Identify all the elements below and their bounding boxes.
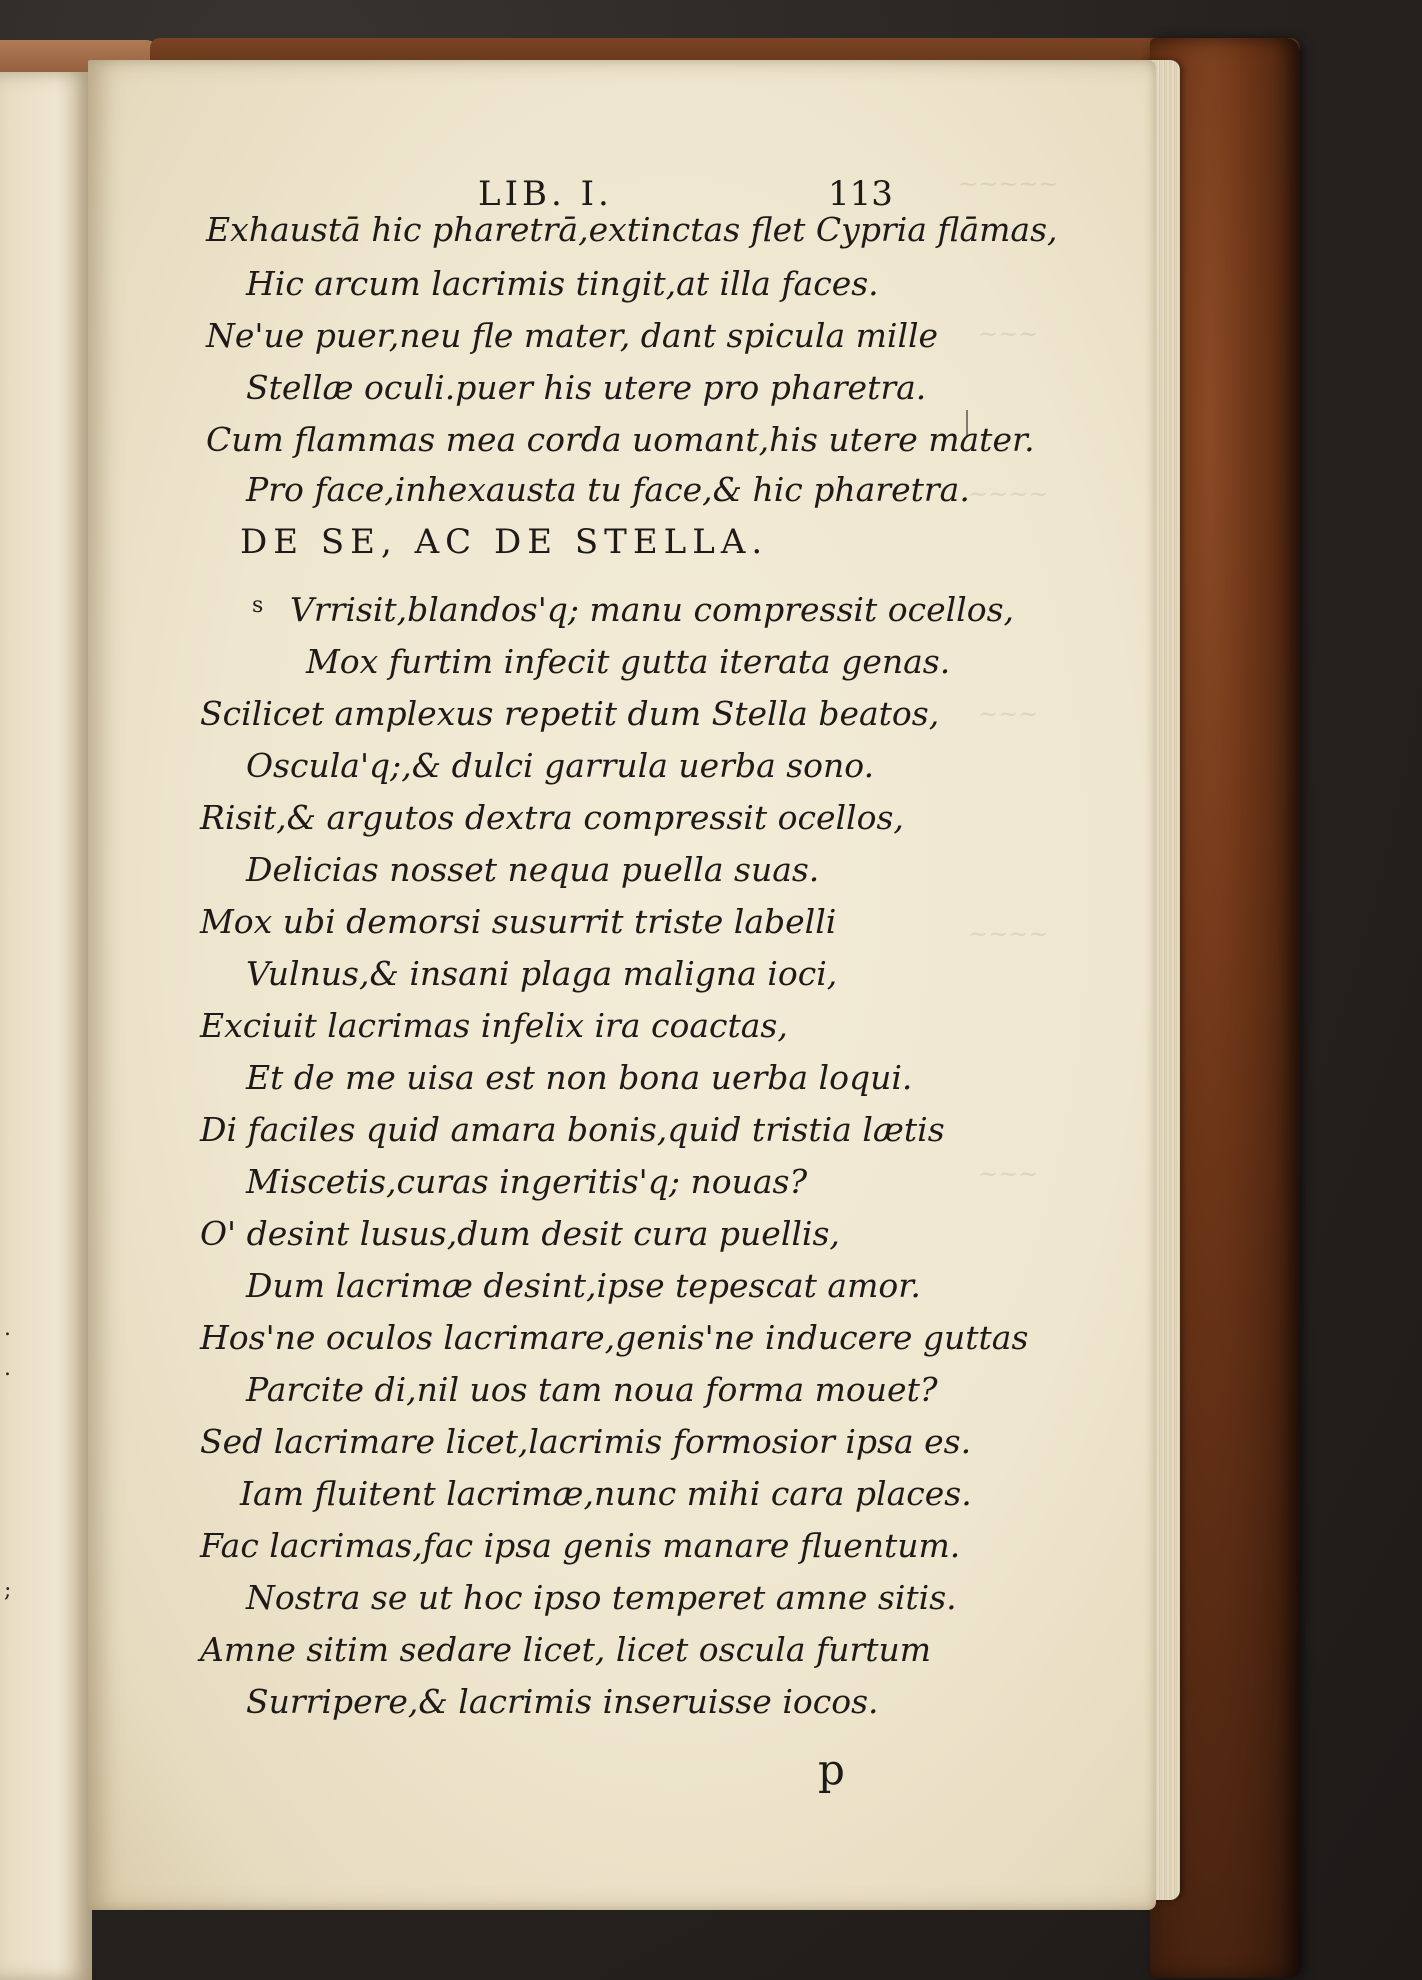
show-through: ~~~~ — [968, 920, 1049, 948]
verse-line: Mox ubi demorsi susurrit triste labelli — [200, 902, 837, 941]
left-page-edge — [0, 72, 92, 1980]
initial-letter: s — [252, 593, 264, 618]
verse-line: Mox furtim infecit gutta iterata genas. — [306, 642, 951, 681]
verse-line: Stellæ oculi.puer his utere pro pharetra. — [246, 368, 927, 407]
verse-line: Vulnus,& insani plaga maligna ioci, — [246, 954, 838, 993]
signature-mark: p — [818, 1745, 845, 1794]
verse-line: Surripere,& lacrimis inseruisse iocos. — [246, 1682, 879, 1721]
verse-line: Scilicet amplexus repetit dum Stella beatos, — [200, 694, 940, 733]
verse-line: Hic arcum lacrimis tingit,at illa faces. — [246, 264, 879, 303]
verse-line: O' desint lusus,dum desit cura puellis, — [200, 1214, 840, 1253]
verse-line: Hos'ne oculos lacrimare,genis'ne inducere guttas — [200, 1318, 1029, 1357]
show-through: ~~~~~ — [958, 170, 1059, 198]
show-through: ~~~ — [978, 1160, 1039, 1188]
verse-line: Risit,& argutos dextra compressit ocellos, — [200, 798, 904, 837]
left-page-glyph: ; — [4, 1578, 12, 1603]
verse-line: Exhaustā hic pharetrā,extinctas flet Cypria flāmas, — [206, 210, 1058, 249]
page-number: 113 — [828, 174, 893, 214]
verse-line: Amne sitim sedare licet, licet oscula furtum — [200, 1630, 932, 1669]
left-page-glyph: . — [4, 1356, 11, 1381]
verse-line: Parcite di,nil uos tam noua forma mouet? — [246, 1370, 938, 1409]
verse-line: Pro face,inhexausta tu face,& hic pharetra. — [246, 470, 970, 509]
verse-line: Exciuit lacrimas infelix ira coactas, — [200, 1006, 788, 1045]
verse-line: Iam fluitent lacrimæ,nunc mihi cara places. — [240, 1474, 972, 1513]
section-title: DE SE, AC DE STELLA. — [240, 522, 769, 562]
verse-line: Di faciles quid amara bonis,quid tristia lætis — [200, 1110, 945, 1149]
verse-line: Et de me uisa est non bona uerba loqui. — [246, 1058, 913, 1097]
verse-line: Delicias nosset nequa puella suas. — [246, 850, 820, 889]
show-through: ~~~~ — [968, 480, 1049, 508]
verse-line: Sed lacrimare licet,lacrimis formosior ipsa es. — [200, 1422, 972, 1461]
verse-line: Fac lacrimas,fac ipsa genis manare fluentum. — [200, 1526, 961, 1565]
verse-line: Cum flammas mea corda uomant,his utere mater. — [206, 420, 1035, 459]
verse-line: Oscula'q;,& dulci garrula uerba sono. — [246, 746, 875, 785]
verse-line: Ne'ue puer,neu fle mater, dant spicula mille — [206, 316, 939, 355]
verse-line: Nostra se ut hoc ipso temperet amne sitis. — [246, 1578, 957, 1617]
show-through: ~~~ — [978, 700, 1039, 728]
running-head: LIB. I. — [478, 174, 613, 214]
show-through: ~~~ — [978, 320, 1039, 348]
verse-line: Vrrisit,blandos'q; manu compressit ocellos, — [290, 590, 1015, 629]
verse-line: Dum lacrimæ desint,ipse tepescat amor. — [246, 1266, 921, 1305]
verse-line: Miscetis,curas ingeritis'q; nouas? — [246, 1162, 808, 1201]
left-page-glyph: . — [4, 1316, 11, 1341]
